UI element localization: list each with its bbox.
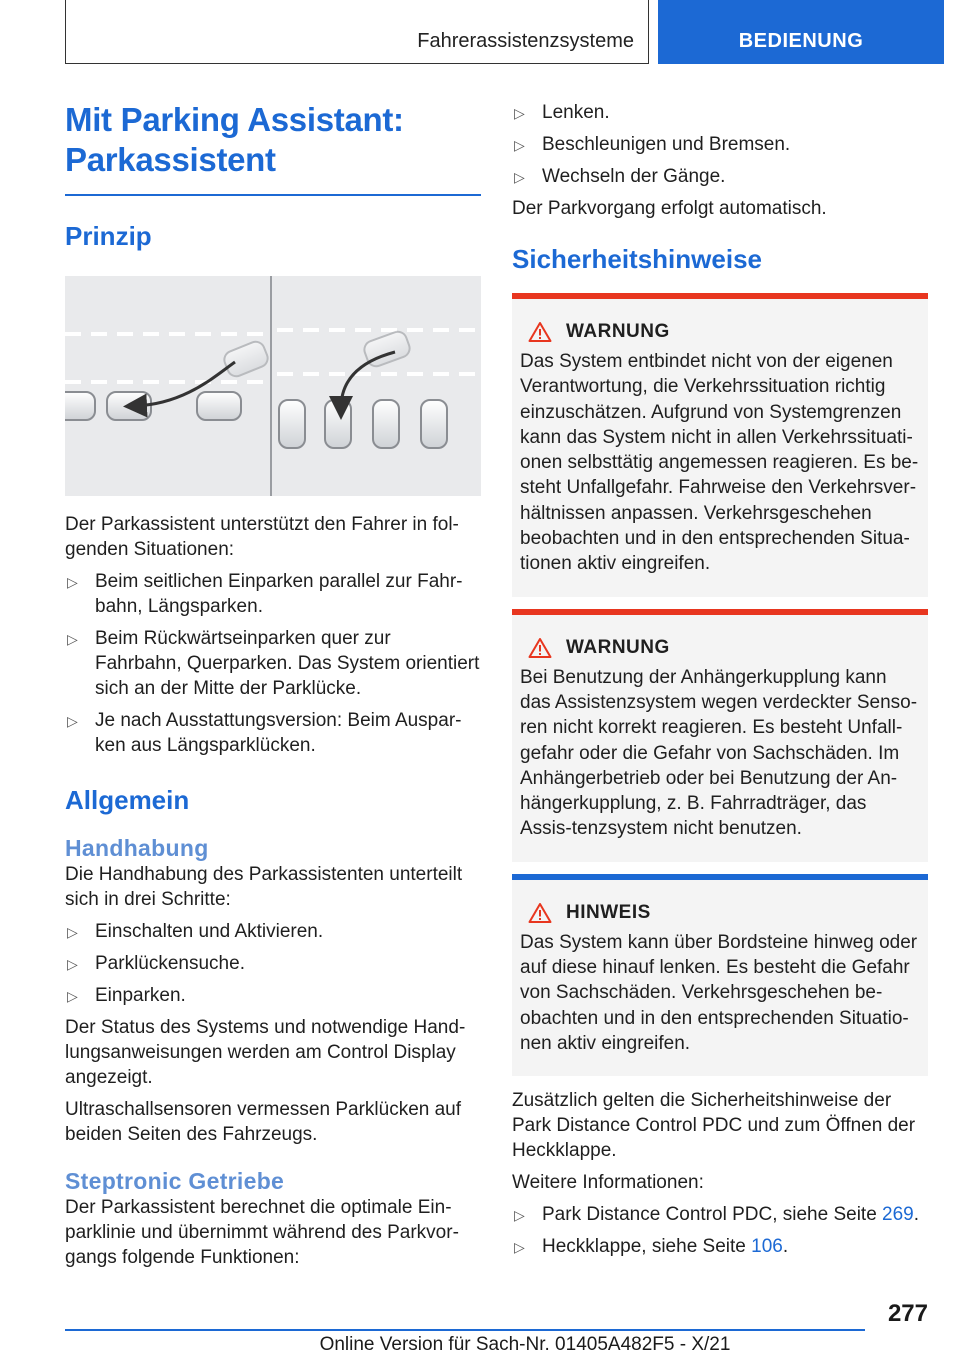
handhabung-list [65, 919, 481, 1008]
triangle-right-icon: ▷ [67, 987, 78, 1004]
warning-triangle-icon [528, 321, 552, 343]
steptronic-text: Der Parkassistent berechnet die optimale Ein-parklinie und übernimmt während des Parkvor-gangs folgende Funktionen: [65, 1196, 459, 1268]
page-link-269[interactable]: 269 [882, 1204, 914, 1226]
allgemein-heading: Allgemein [65, 784, 190, 815]
triangle-right-icon: ▷ [514, 1239, 525, 1256]
triangle-right-icon: ▷ [67, 573, 78, 590]
list-item: ▷ Einparken. [65, 983, 481, 1008]
note-header [522, 902, 920, 924]
warning-box-1 [512, 293, 928, 597]
page-title: Mit Parking Assistant: Parkassistent [65, 101, 404, 178]
triangle-right-icon: ▷ [514, 1207, 525, 1224]
parking-illustration [65, 276, 481, 496]
triangle-right-icon: ▷ [514, 105, 525, 121]
page-link-106[interactable]: 106 [751, 1236, 783, 1258]
automatic-text: Der Parkvorgang erfolgt automatisch. [512, 198, 827, 219]
warning-box-2 [512, 609, 928, 862]
prinzip-heading: Prinzip [65, 220, 152, 251]
triangle-right-icon: ▷ [514, 137, 525, 153]
list-item: ▷ Lenken. [512, 100, 928, 125]
list-item: ▷ Parklückensuche. [65, 951, 481, 976]
list-item: ▷ Beim seitlichen Einparken parallel zur Fahr-bahn, Längsparken. [67, 570, 463, 617]
page-number: 277 [887, 1300, 928, 1327]
triangle-right-icon: ▷ [67, 955, 78, 972]
handhabung-heading: Handhabung [65, 834, 209, 861]
additional-safety-text: Zusätzlich gelten die Sicherheitshinweise der Park Distance Control PDC und zum Öffnen der Heckklappe. [512, 1090, 916, 1162]
header-chapter-title: BEDIENUNG [738, 30, 864, 52]
list-item: ▷ Beim Rückwärtseinparken quer zur Fahrbahn, Querparken. Das System orientiert sich an der Mitte der Parklücke. [67, 627, 480, 699]
header-section-tab [65, 0, 649, 64]
triangle-right-icon: ▷ [67, 630, 78, 647]
footer-rule [65, 1329, 865, 1331]
note-label: HINWEIS [566, 901, 651, 923]
more-info-label: Weitere Informationen: [512, 1172, 704, 1194]
prinzip-list [65, 569, 481, 758]
warning-header [522, 637, 920, 659]
right-column [512, 100, 928, 1259]
list-item: ▷ Je nach Ausstattungsversion: Beim Auspar-ken aus Längsparklücken. [67, 709, 462, 756]
ultrasonic-text: Ultraschallsensoren vermessen Parklücken auf beiden Seiten des Fahrzeugs. [65, 1098, 462, 1145]
status-text: Der Status des Systems und notwendige Hand-lungsanweisungen werden am Control Display angezeigt. [65, 1016, 466, 1088]
warning-header [522, 321, 920, 343]
prinzip-intro: Der Parkassistent unterstützt den Fahrer in fol-genden Situationen: [65, 513, 459, 560]
note-box [512, 874, 928, 1076]
warning-text: Bei Benutzung der Anhängerkupplung kann das Assistenzsystem wegen verdeckter Senso-ren nicht korrekt reagieren. Es besteht Unfall-gefahr oder die Gefahr von Sachschäden. Im Anhängerbetrieb oder bei Benutzung der An-hängerkupplung, z. B. Fahrradträger, das Assis-tenzsystem nicht benutzen. [520, 666, 918, 840]
list-item: ▷ Einschalten und Aktivieren. [65, 919, 481, 944]
warning-triangle-icon [528, 902, 552, 924]
list-item: ▷ Wechseln der Gänge. [512, 164, 928, 189]
handhabung-intro: Die Handhabung des Parkassistenten unterteilt sich in drei Schritte: [65, 863, 463, 910]
warning-text: Das System entbindet nicht von der eigenen Verantwortung, die Verkehrssituation richtig einzuschätzen. Aufgrund von Systemgrenzen kann das System nicht in allen Verkehrssituati-onen selbsttätig angemessen reagieren. Es be-steht Unfallgefahr. Fahrweise den Verkehrsver-hältnissen anpassen. Verkehrsgeschehen beobachten und in den entsprechenden Situa-tionen aktiv eingreifen. [520, 351, 919, 575]
left-column [65, 100, 481, 1270]
functions-list [512, 100, 928, 189]
title-rule [65, 194, 481, 196]
safety-heading: Sicherheitshinweise [512, 244, 762, 274]
warning-triangle-icon [528, 637, 552, 659]
triangle-right-icon: ▷ [514, 169, 525, 185]
header-chapter-tab [658, 0, 944, 64]
note-text: Das System kann über Bordsteine hinweg oder auf diese hinauf lenken. Es besteht die Gefahr von Sachschäden. Verkehrsgeschehen be-obachten und in den entsprechenden Situatio-nen aktiv eingreifen. [520, 931, 918, 1054]
triangle-right-icon: ▷ [67, 923, 78, 940]
list-item: ▷ Park Distance Control PDC, siehe Seite 269. [512, 1202, 928, 1227]
footer-online-version: Online Version für Sach-Nr. 01405A482F5 - X/21 [319, 1334, 731, 1355]
header-section-title: Fahrerassistenzsysteme [417, 30, 634, 52]
list-item: ▷ Heckklappe, siehe Seite 106. [512, 1234, 928, 1259]
parking-diagram-icon [65, 276, 481, 496]
triangle-right-icon: ▷ [67, 712, 78, 729]
list-item: ▷ Beschleunigen und Bremsen. [512, 132, 928, 157]
steptronic-heading: Steptronic Getriebe [65, 1167, 285, 1194]
warning-label: WARNUNG [566, 321, 670, 342]
warning-label: WARNUNG [566, 636, 670, 658]
reference-list [512, 1202, 928, 1259]
